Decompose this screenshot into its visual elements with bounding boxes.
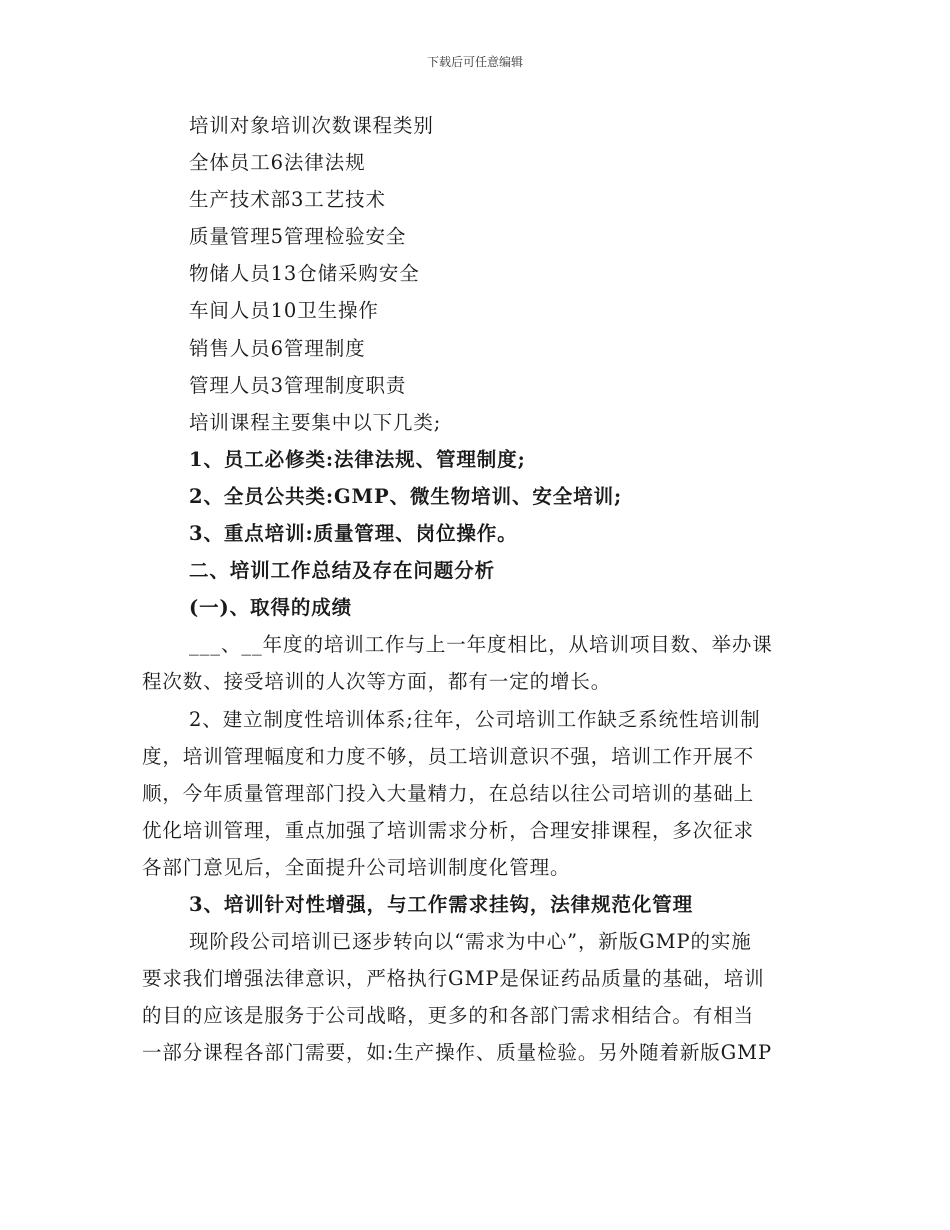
paragraph-line: 优化培训管理，重点加强了培训需求分析，合理安排课程，多次征求 <box>142 818 755 842</box>
paragraph-line: 的目的应该是服务于公司战略，更多的和各部门需求相结合。有相当 <box>142 1004 755 1028</box>
paragraph-line: 一部分课程各部门需要，如:生产操作、质量检验。另外随着新版GMP <box>142 1041 773 1065</box>
page-header: 下载后可任意编辑 <box>426 55 523 69</box>
intro-line: 培训课程主要集中以下几类; <box>189 410 442 434</box>
table-line: 生产技术部3工艺技术 <box>189 188 386 212</box>
table-line: 培训对象培训次数课程类别 <box>189 114 434 137</box>
table-line: 全体员工6法律法规 <box>189 151 366 175</box>
paragraph-line: 2、建立制度性培训体系;往年，公司培训工作缺乏系统性培训制 <box>189 707 761 731</box>
table-line: 管理人员3管理制度职责 <box>189 373 407 397</box>
paragraph-line: 顺，今年质量管理部门投入大量精力，在总结以往公司培训的基础上 <box>142 781 755 805</box>
bold-item: 2、全员公共类:GMP、微生物培训、安全培训; <box>189 484 623 508</box>
paragraph-line: 度，培训管理幅度和力度不够，员工培训意识不强，培训工作开展不 <box>142 744 755 768</box>
table-line: 车间人员10卫生操作 <box>189 299 379 323</box>
section-title: 二、培训工作总结及存在问题分析 <box>189 559 496 583</box>
table-line: 质量管理5管理检验安全 <box>189 225 407 249</box>
paragraph-line: 程次数、接受培训的人次等方面，都有一定的增长。 <box>142 670 612 694</box>
paragraph-line: 各部门意见后，全面提升公司培训制度化管理。 <box>142 855 571 879</box>
paragraph-line: ___、__年度的培训工作与上一年度相比，从培训项目数、举办课 <box>189 633 773 657</box>
paragraph-heading: 3、培训针对性增强，与工作需求挂钩，法律规范化管理 <box>189 892 694 916</box>
subsection-title: (一)、取得的成绩 <box>189 596 353 620</box>
paragraph-line: 要求我们增强法律意识，严格执行GMP是保证药品质量的基础，培训 <box>142 967 765 991</box>
paragraph-line: 现阶段公司培训已逐步转向以“需求为中心”，新版GMP的实施 <box>189 930 752 954</box>
document-body <box>142 107 810 1071</box>
table-line: 物储人员13仓储采购安全 <box>189 262 420 286</box>
table-line: 销售人员6管理制度 <box>189 336 366 360</box>
bold-item: 3、重点培训:质量管理、岗位操作。 <box>189 522 518 546</box>
bold-item: 1、员工必修类:法律法规、管理制度; <box>189 447 526 471</box>
